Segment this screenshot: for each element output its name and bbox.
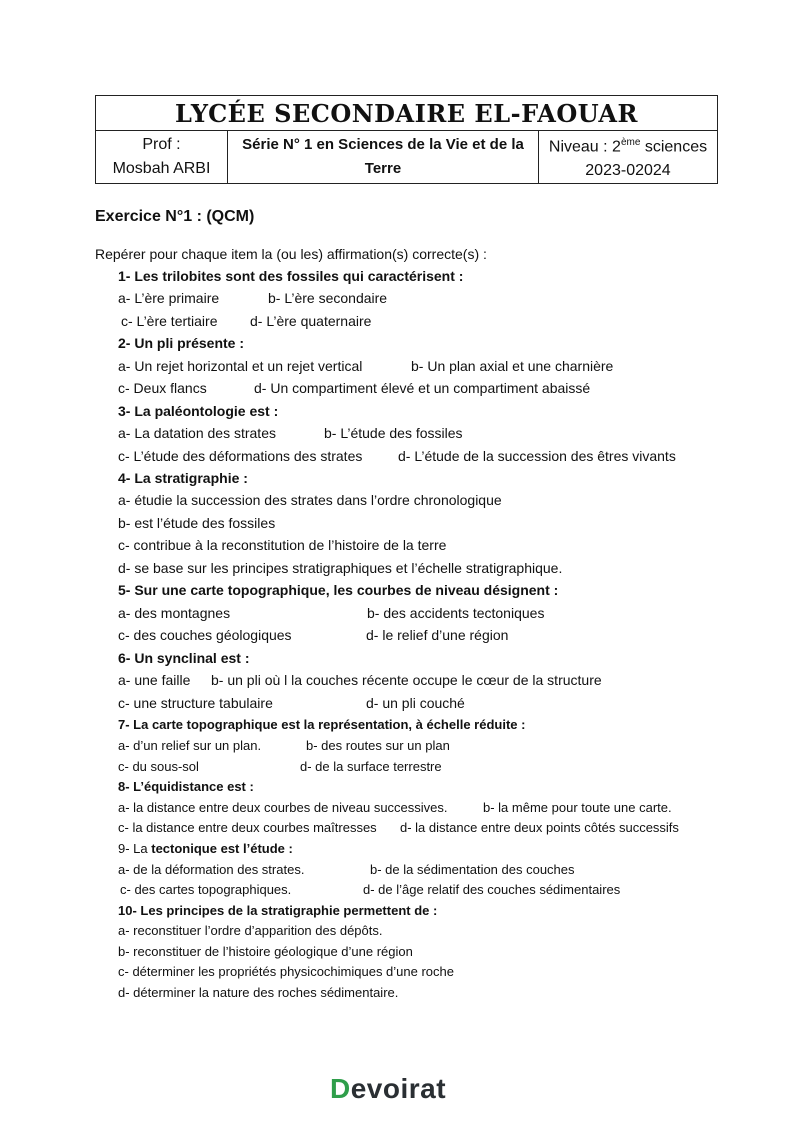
option-a: a- reconstituer l’ordre d’apparition des dépôts.: [118, 923, 383, 938]
question-title: 1- Les trilobites sont des fossiles qui caractérisent :: [118, 268, 464, 284]
option-a: a- d’un relief sur un plan.: [118, 738, 262, 753]
option-b: b- L’ère secondaire: [268, 290, 388, 306]
niveau-prefix: Niveau : 2: [548, 138, 621, 156]
niveau-superscript: ème: [620, 137, 641, 148]
question-title: 10- Les principes de la stratigraphie permettent de :: [118, 903, 438, 918]
option-d: d- déterminer la nature des roches sédimentaire.: [118, 985, 399, 1000]
option-d: d- de l’âge relatif des couches sédimentaires: [363, 882, 621, 897]
school-year: 2023-02024: [585, 162, 671, 180]
prof-name: Mosbah ARBI: [112, 160, 211, 178]
option-d: d- de la surface terrestre: [300, 759, 442, 774]
question-title: [118, 841, 293, 856]
option-b: b- est l’étude des fossiles: [118, 515, 276, 531]
option-c: c- L’étude des déformations des strates: [118, 448, 363, 464]
exercise-title: Exercice N°1 : (QCM): [95, 208, 255, 225]
option-a: a- étudie la succession des strates dans l’ordre chronologique: [118, 492, 502, 508]
devoirat-logo: [330, 1073, 446, 1105]
question-title-prefix: 9- La: [118, 841, 152, 856]
question-title: 8- L’équidistance est :: [118, 779, 254, 794]
option-c: c- des cartes topographiques.: [120, 882, 292, 897]
question-title: 7- La carte topographique est la représentation, à échelle réduite :: [118, 717, 526, 732]
question-title: 5- Sur une carte topographique, les courbes de niveau désignent :: [118, 582, 559, 598]
question-title: 2- Un pli présente :: [118, 335, 245, 351]
option-c: c- une structure tabulaire: [118, 695, 273, 711]
option-a: a- La datation des strates: [118, 425, 276, 441]
option-a: a- L’ère primaire: [118, 290, 220, 306]
option-c: c- déterminer les propriétés physicochimiques d’une roche: [118, 964, 454, 979]
option-d: d- un pli couché: [366, 695, 465, 711]
instruction: Repérer pour chaque item la (ou les) affirmation(s) correcte(s) :: [95, 246, 487, 262]
question-title: 4- La stratigraphie :: [118, 470, 248, 486]
option-a: a- des montagnes: [118, 605, 231, 621]
serie-line-1: Série N° 1 en Sciences de la Vie et de la: [242, 136, 524, 154]
question-title: 3- La paléontologie est :: [118, 403, 279, 419]
school-name: LYCÉE SECONDAIRE EL-FAOUAR: [96, 96, 718, 131]
option-d: d- L’étude de la succession des êtres vivants: [398, 448, 676, 464]
option-c: c- L’ère tertiaire: [121, 313, 218, 329]
niveau: [539, 131, 717, 159]
option-b: b- des accidents tectoniques: [367, 605, 545, 621]
option-a: a- Un rejet horizontal et un rejet vertical: [118, 358, 363, 374]
option-c: c- des couches géologiques: [118, 627, 292, 643]
prof-cell: [96, 131, 228, 184]
option-d: d- la distance entre deux points côtés successifs: [400, 820, 679, 835]
niveau-cell: [539, 131, 718, 184]
prof-label: Prof :: [142, 136, 181, 154]
option-d: d- se base sur les principes stratigraphiques et l’échelle stratigraphique.: [118, 560, 563, 576]
option-b: b- de la sédimentation des couches: [370, 862, 575, 877]
option-b: b- des routes sur un plan: [306, 738, 450, 753]
option-b: b- reconstituer de l’histoire géologique d’une région: [118, 944, 413, 959]
serie-cell: [228, 131, 539, 184]
option-c: c- contribue à la reconstitution de l’histoire de la terre: [118, 537, 447, 553]
niveau-suffix: sciences: [640, 138, 708, 156]
option-a: a- une faille: [118, 672, 191, 688]
option-d: d- le relief d’une région: [366, 627, 509, 643]
question-title: 6- Un synclinal est :: [118, 650, 250, 666]
option-b: b- la même pour toute une carte.: [483, 800, 672, 815]
option-d: d- Un compartiment élevé et un compartiment abaissé: [254, 380, 591, 396]
option-d: d- L’ère quaternaire: [250, 313, 372, 329]
option-b: b- L’étude des fossiles: [324, 425, 463, 441]
option-b: b- Un plan axial et une charnière: [411, 358, 614, 374]
option-a: a- la distance entre deux courbes de niveau successives.: [118, 800, 448, 815]
option-c: c- Deux flancs: [118, 380, 207, 396]
option-c: c- la distance entre deux courbes maîtresses: [118, 820, 377, 835]
serie-line-2: Terre: [364, 160, 402, 178]
option-a: a- de la déformation des strates.: [118, 862, 305, 877]
question-title-bold: tectonique est l’étude :: [151, 841, 293, 856]
option-b: b- un pli où l la couches récente occupe le cœur de la structure: [211, 672, 602, 688]
logo-letter-d: D: [330, 1073, 351, 1104]
header-table: [95, 95, 718, 184]
logo-text: evoirat: [350, 1073, 447, 1104]
option-c: c- du sous-sol: [118, 759, 199, 774]
